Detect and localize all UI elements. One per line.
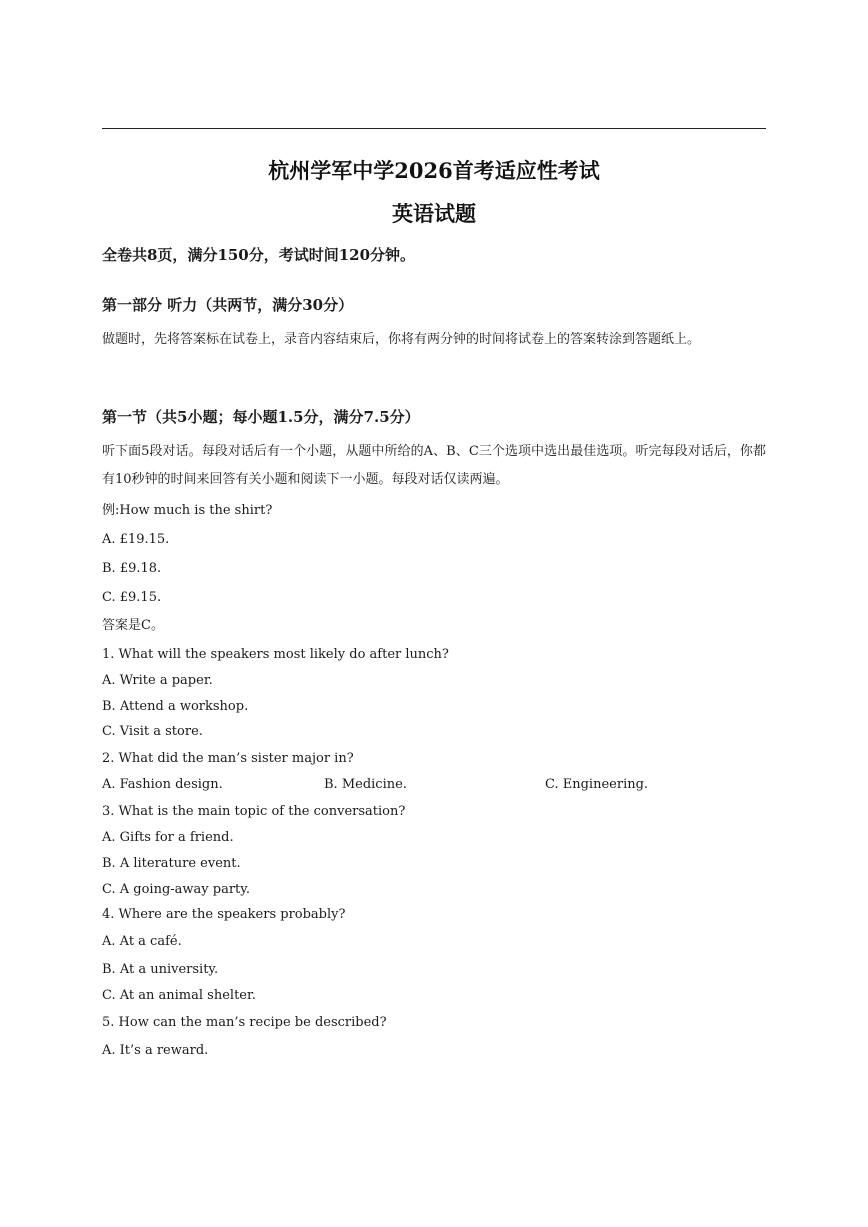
question-4-option-c: C. At an animal shelter.	[102, 988, 256, 1003]
question-1-option-c: C. Visit a store.	[102, 724, 203, 739]
header-rule	[102, 128, 766, 129]
exam-title: 杭州学军中学2026首考适应性考试	[268, 158, 600, 183]
section1-heading: 第一节（共5小题；每小题1.5分，满分7.5分）	[102, 408, 420, 426]
question-5-option-a: A. It’s a reward.	[102, 1043, 209, 1058]
section1-instruction: 听下面5段对话。每段对话后有一个小题，从题中所给的A、B、C三个选项中选出最佳选项。听完每段对话后，你都有10秒钟的时间来回答有关小题和阅读下一小题。每段对话仅读两遍。	[102, 444, 766, 487]
example-option-b: B. £9.18.	[102, 561, 162, 576]
question-2: 2. What did the man’s sister major in?	[102, 751, 354, 766]
question-1-option-a: A. Write a paper.	[102, 673, 213, 688]
question-3-option-b: B. A literature event.	[102, 856, 241, 871]
exam-info: 全卷共8页，满分150分，考试时间120分钟。	[102, 246, 416, 264]
question-4-option-a: A. At a café.	[102, 934, 182, 949]
example-question: 例:How much is the shirt?	[102, 503, 273, 518]
question-2-option-b: B. Medicine.	[324, 777, 407, 792]
question-3-option-a: A. Gifts for a friend.	[102, 830, 234, 845]
question-2-option-a: A. Fashion design.	[102, 777, 223, 792]
question-4-option-b: B. At a university.	[102, 962, 219, 977]
question-5: 5. How can the man’s recipe be described?	[102, 1015, 387, 1030]
question-2-option-c: C. Engineering.	[545, 777, 649, 792]
question-4: 4. Where are the speakers probably?	[102, 907, 346, 922]
example-answer: 答案是C。	[102, 618, 164, 633]
question-3-option-c: C. A going-away party.	[102, 882, 251, 897]
question-1-option-b: B. Attend a workshop.	[102, 699, 249, 714]
question-1: 1. What will the speakers most likely do after lunch?	[102, 647, 449, 662]
part1-instruction: 做题时，先将答案标在试卷上，录音内容结束后，你将有两分钟的时间将试卷上的答案转涂到答题纸上。	[102, 332, 701, 347]
part1-heading: 第一部分 听力（共两节，满分30分）	[102, 296, 354, 314]
question-2-options	[102, 776, 766, 796]
question-3: 3. What is the main topic of the conversation?	[102, 804, 406, 819]
exam-subtitle: 英语试题	[392, 201, 476, 226]
example-option-c: C. £9.15.	[102, 590, 162, 605]
example-option-a: A. £19.15.	[102, 532, 170, 547]
